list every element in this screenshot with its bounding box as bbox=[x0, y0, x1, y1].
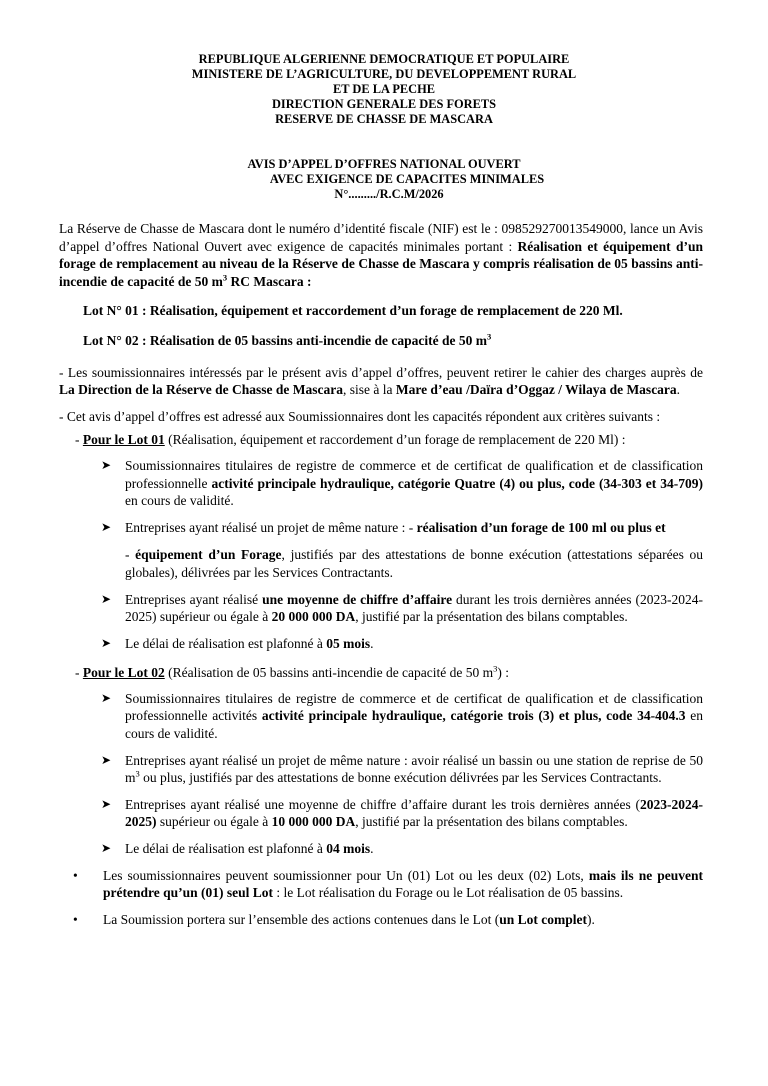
criteres-intro: - Cet avis d’appel d’offres est adressé aux Soumissionnaires dont les capacités répondent aux critères suivants : bbox=[59, 408, 661, 424]
arrow-bullet-icon: ➤ bbox=[101, 690, 112, 705]
lot-02-criteria-list bbox=[59, 690, 703, 858]
document-body bbox=[59, 220, 703, 937]
list-item: ➤ Soumissionnaires titulaires de registre de commerce et de certificat de qualification et de classification professionnelle activités activité principale hydraulique, catégorie trois (3) et plus, code 34-404.3 en cours de validité. bbox=[101, 690, 703, 742]
list-item: ➤ Entreprises ayant réalisé une moyenne de chiffre d’affaire durant les trois dernières années (2023-2024-2025) supérieur ou égale à 20 000 000 DA, justifié par la présentation des bilans comptables. bbox=[101, 591, 703, 625]
document-header bbox=[0, 52, 768, 127]
list-item: ➤ Entreprises ayant réalisé une moyenne de chiffre d’affaire durant les trois dernières années (2023-2024-2025) supérieur ou égale à 10 000 000 DA, justifié par la présentation des bilans comptables. bbox=[101, 796, 703, 830]
lot-1-title: Lot N° 01 : Réalisation, équipement et raccordement d’un forage de remplacement de 220 Ml. bbox=[83, 303, 623, 319]
list-item: ➤ Le délai de réalisation est plafonné à 04 mois. bbox=[101, 841, 374, 857]
lot-02-heading: - Pour le Lot 02 (Réalisation de 05 bassins anti-incendie de capacité de 50 $m^3$) : bbox=[75, 663, 510, 681]
avis-title-block bbox=[0, 157, 768, 202]
list-item: ➤ Entreprises ayant réalisé un projet de même nature : - réalisation d’un forage de 100 ml ou plus et - équipement d’un Forage, justifiés par des attestations de bonne exécution (attestations séparées ou globales), délivrées par les Services Contractants. bbox=[101, 519, 703, 580]
avis-title: AVIS D’APPEL D’OFFRES NATIONAL OUVERT bbox=[247, 157, 521, 171]
general-conditions-list bbox=[59, 867, 703, 929]
avis-number: N°........./R.C.M/2026 bbox=[334, 187, 444, 201]
retrait-paragraph: - Les soumissionnaires intéressés par le présent avis d’appel d’offres, peuvent retirer le cahier des charges auprès de La Direction de la Réserve de Chasse de Mascara, sise à la Mare d’eau /Daïra d’Oggaz / Wilaya de Mascara. bbox=[59, 364, 703, 398]
list-item: ➤ Entreprises ayant réalisé un projet de même nature : avoir réalisé un bassin ou une station de reprise de 50 $m^3$ ou plus, justifiés par des attestations de bonne exécution délivrées par les Services Contractants. bbox=[101, 752, 703, 786]
list-item: ➤ Le délai de réalisation est plafonné à 05 mois. bbox=[101, 635, 374, 651]
arrow-bullet-icon: ➤ bbox=[101, 457, 112, 472]
header-line-direction: DIRECTION GENERALE DES FORETS bbox=[271, 97, 497, 111]
list-item: • La Soumission portera sur l’ensemble des actions contenues dans le Lot (un Lot complet). bbox=[73, 911, 595, 927]
lot-01-heading: - Pour le Lot 01 (Réalisation, équipement et raccordement d’un forage de remplacement de 220 Ml) : bbox=[75, 432, 626, 448]
header-line-reserve: RESERVE DE CHASSE DE MASCARA bbox=[275, 112, 493, 126]
bullet-dot-icon: • bbox=[73, 867, 78, 883]
arrow-bullet-icon: ➤ bbox=[101, 591, 112, 606]
lot-01-criteria-list bbox=[59, 457, 703, 652]
list-item: • Les soumissionnaires peuvent soumissionner pour Un (01) Lot ou les deux (02) Lots, mais ils ne peuvent prétendre qu’un (01) seul Lot : le Lot réalisation du Forage ou le Lot réalisation de 05 bassins. bbox=[73, 867, 703, 901]
lot-2-title: Lot N° 02 : Réalisation de 05 bassins anti-incendie de capacité de 50 $m^3$ bbox=[83, 331, 492, 348]
header-line-ministere: MINISTERE DE L’AGRICULTURE, DU DEVELOPPEMENT RURAL bbox=[191, 67, 577, 81]
bullet-dot-icon: • bbox=[73, 911, 78, 927]
arrow-bullet-icon: ➤ bbox=[101, 519, 112, 534]
avis-subtitle: AVEC EXIGENCE DE CAPACITES MINIMALES bbox=[269, 172, 545, 186]
arrow-bullet-icon: ➤ bbox=[101, 796, 112, 811]
arrow-bullet-icon: ➤ bbox=[101, 841, 112, 856]
arrow-bullet-icon: ➤ bbox=[101, 635, 112, 650]
list-item: ➤ Soumissionnaires titulaires de registre de commerce et de certificat de qualification et de classification professionnelle activité principale hydraulique, catégorie Quatre (4) ou plus, code (34-303 et 34-709) en cours de validité. bbox=[101, 457, 703, 509]
header-line-peche: ET DE LA PECHE bbox=[332, 82, 436, 96]
arrow-bullet-icon: ➤ bbox=[101, 752, 112, 767]
intro-paragraph: La Réserve de Chasse de Mascara dont le numéro d’identité fiscale (NIF) est le : 098529270013549000, lance un Avis d’appel d’offres National Ouvert avec exigence de capacités minimales portant : Réalisation et équipement d’un forage de remplacement au niveau de la Réserve de Chasse de Mascara y compris réalisation de 05 bassins anti-incendie de capacité de 50 $m^3$ RC Mascara : bbox=[59, 221, 703, 289]
header-line-republique: REPUBLIQUE ALGERIENNE DEMOCRATIQUE ET POPULAIRE bbox=[198, 52, 570, 66]
